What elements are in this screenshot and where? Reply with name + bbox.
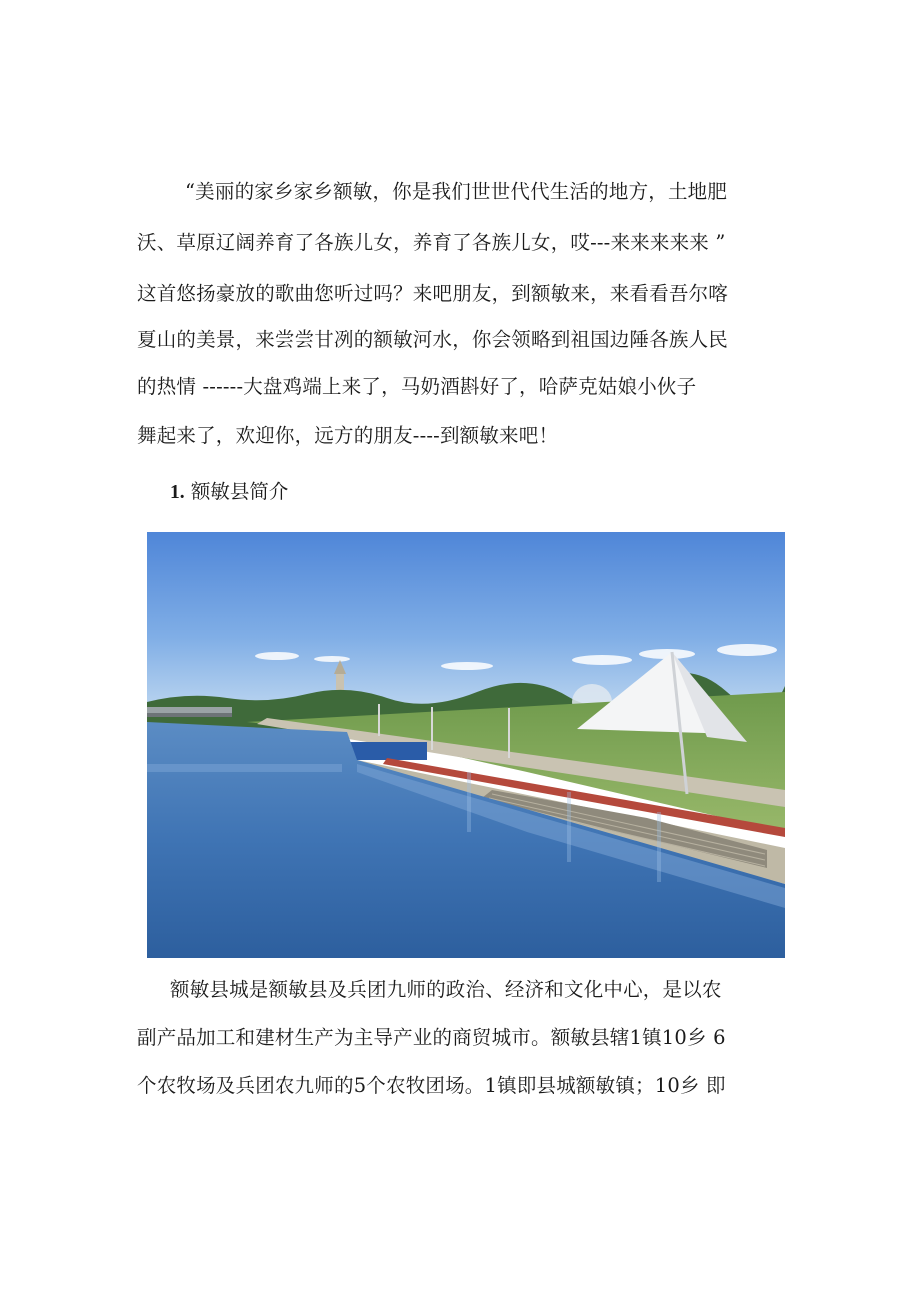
body-line-3: 个农牧场及兵团农九师的5个农牧团场。1镇即县城额敏镇；10乡 即 bbox=[137, 1074, 726, 1097]
section-number: 1. bbox=[170, 482, 185, 503]
section-heading bbox=[170, 480, 288, 505]
riverside-park-photo bbox=[147, 532, 785, 958]
body-line-2: 副产品加工和建材生产为主导产业的商贸城市。额敏县辖1镇10乡 6 bbox=[137, 1026, 726, 1049]
intro-line-1: “美丽的家乡家乡额敏，你是我们世世代代生活的地方，土地肥 bbox=[185, 180, 728, 203]
body-line-1: 额敏县城是额敏县及兵团九师的政治、经济和文化中心，是以农 bbox=[170, 978, 722, 1001]
section-title: 额敏县简介 bbox=[190, 480, 289, 503]
intro-line-3: 这首悠扬豪放的歌曲您听过吗？来吧朋友，到额敏来，来看看吾尔喀 bbox=[137, 282, 729, 305]
intro-line-6: 舞起来了，欢迎你，远方的朋友----到额敏来吧！ bbox=[137, 424, 559, 447]
intro-line-5: 的热情 ------大盘鸡端上来了，马奶酒斟好了，哈萨克姑娘小伙子 bbox=[137, 375, 697, 398]
intro-line-2: 沃、草原辽阔养育了各族儿女，养育了各族儿女，哎---来来来来来 ” bbox=[137, 231, 726, 254]
intro-line-4: 夏山的美景，来尝尝甘冽的额敏河水，你会领略到祖国边陲各族人民 bbox=[137, 328, 729, 351]
